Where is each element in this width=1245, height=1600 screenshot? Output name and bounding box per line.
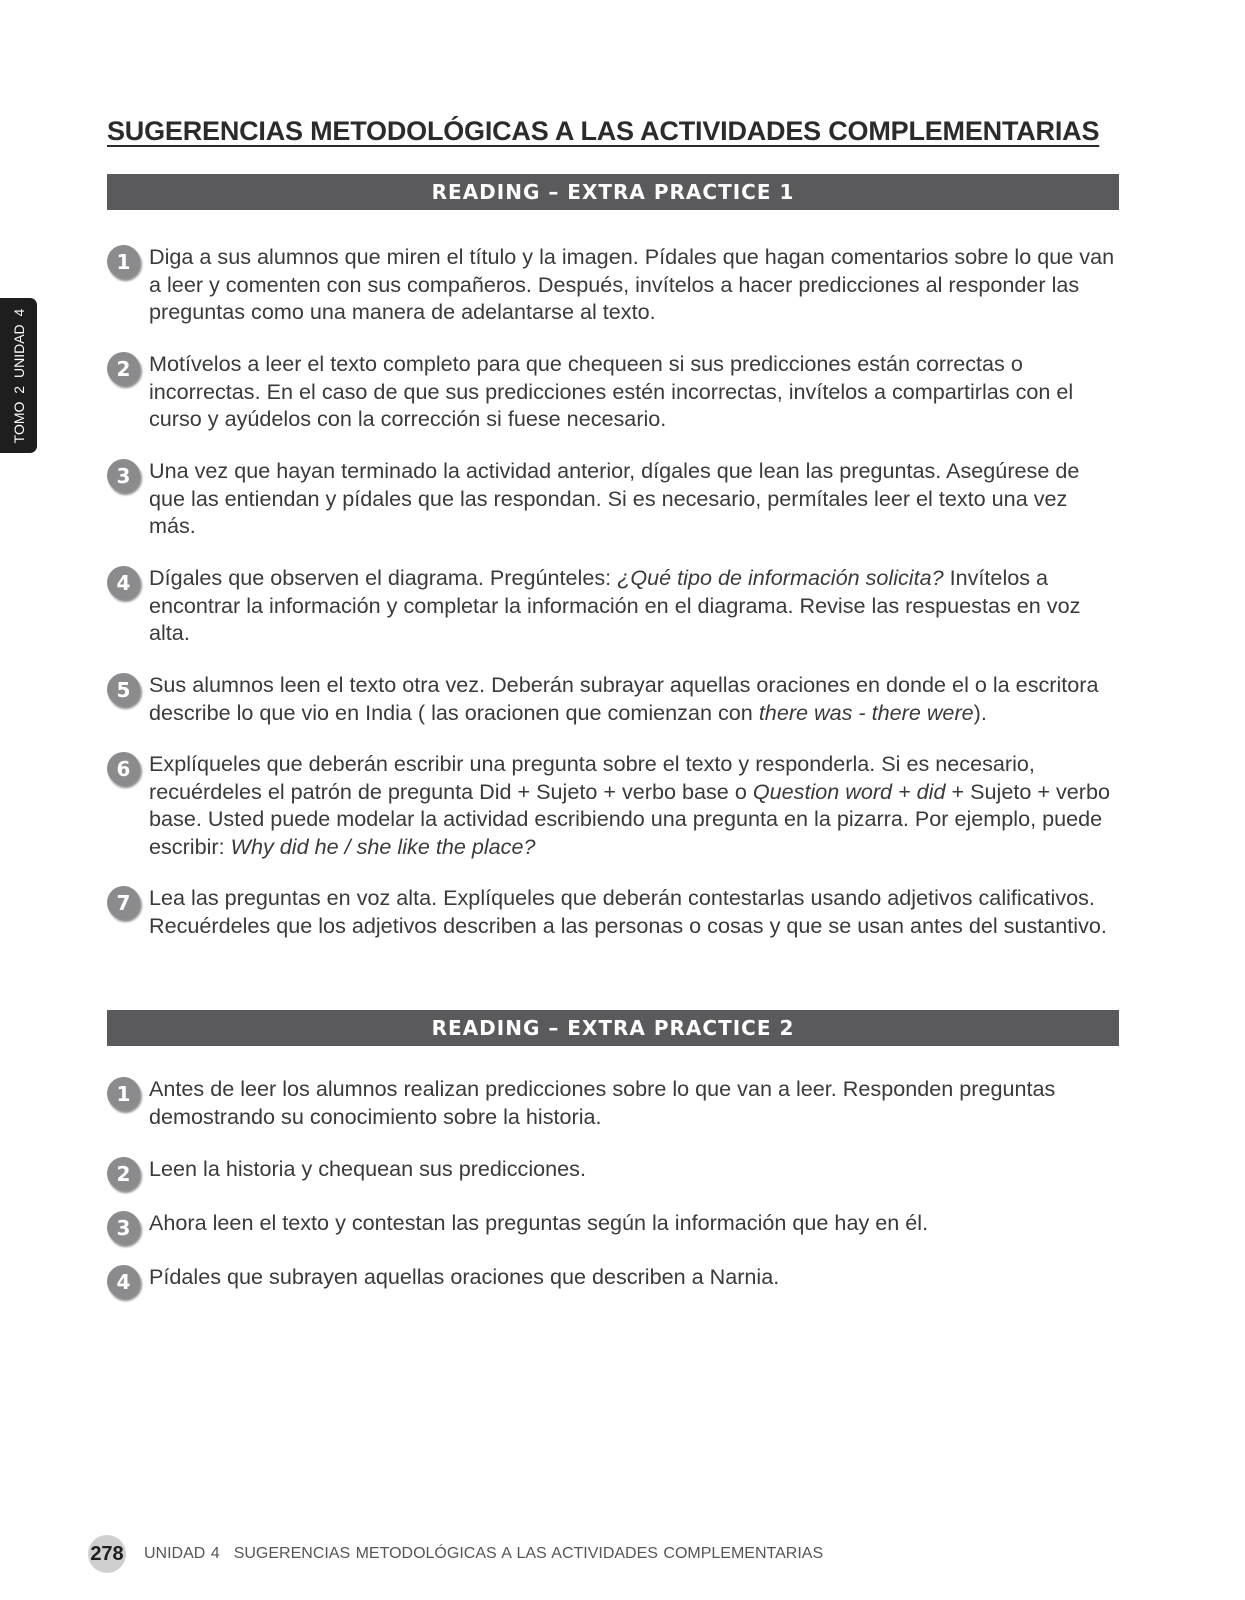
section-heading-1: READING – EXTRA PRACTICE 1 bbox=[107, 174, 1119, 210]
footer-unit: UNIDAD 4 bbox=[144, 1545, 220, 1562]
step-text: Una vez que hayan terminado la actividad anterior, dígales que lean las preguntas. Asegúrese de que las entiendan y pídales que las respondan. Si es necesario, permítales leer el texto una vez más. bbox=[149, 458, 1080, 538]
step-text: Antes de leer los alumnos realizan predicciones sobre lo que van a leer. Responden preguntas demostrando su conocimiento sobre la historia. bbox=[149, 1076, 1056, 1129]
page-number: 278 bbox=[88, 1535, 126, 1573]
step-text: Pídales que subrayen aquellas oraciones que describen a Narnia. bbox=[149, 1264, 780, 1289]
list-item bbox=[107, 671, 1119, 726]
step-number-badge: 2 bbox=[107, 352, 140, 385]
step-number-badge: 5 bbox=[107, 673, 140, 706]
footer-text bbox=[144, 1545, 823, 1563]
page-footer bbox=[88, 1535, 823, 1573]
step-text: Diga a sus alumnos que miren el título y la imagen. Pídales que hagan comentarios sobre lo que van a leer y comenten con sus compañeros. Después, invítelos a hacer predicciones al responder las preguntas como una manera de adelantarse al texto. bbox=[149, 244, 1115, 324]
list-item bbox=[107, 457, 1119, 540]
step-number-badge: 3 bbox=[107, 1211, 140, 1244]
step-text: Ahora leen el texto y contestan las preguntas según la información que hay en él. bbox=[149, 1210, 929, 1235]
step-text: Leen la historia y chequean sus predicciones. bbox=[149, 1156, 586, 1181]
list-item bbox=[107, 243, 1119, 326]
side-tab-label: TOMO 2 UNIDAD 4 bbox=[10, 308, 27, 443]
step-number-badge: 3 bbox=[107, 459, 140, 492]
step-number-badge: 1 bbox=[107, 1077, 140, 1110]
list-item bbox=[107, 1209, 1119, 1240]
list-item bbox=[107, 884, 1119, 939]
list-item bbox=[107, 1075, 1119, 1130]
step-text: Motívelos a leer el texto completo para que chequeen si sus predicciones están correctas o incorrectas. En el caso de que sus predicciones estén incorrectas, invítelos a compartirlas con el curso y ayúdelos con la corrección si fuese necesario. bbox=[149, 351, 1074, 431]
step-number-badge: 7 bbox=[107, 886, 140, 919]
page-title: SUGERENCIAS METODOLÓGICAS A LAS ACTIVIDADES COMPLEMENTARIAS bbox=[107, 116, 1100, 147]
step-text: Dígales que observen el diagrama. Pregúnteles: ¿Qué tipo de información solicita? Invítelos a encontrar la información y completar la información en el diagrama. Revise las respuestas en voz alta. bbox=[149, 565, 1081, 645]
list-item bbox=[107, 1155, 1119, 1186]
step-number-badge: 1 bbox=[107, 245, 140, 278]
step-number-badge: 4 bbox=[107, 1265, 140, 1298]
side-tab bbox=[0, 298, 37, 453]
step-number-badge: 4 bbox=[107, 566, 140, 599]
list-item bbox=[107, 750, 1119, 860]
section-heading-2: READING – EXTRA PRACTICE 2 bbox=[107, 1010, 1119, 1046]
list-item bbox=[107, 1263, 1119, 1294]
step-text: Lea las preguntas en voz alta. Explíqueles que deberán contestarlas usando adjetivos calificativos. Recuérdeles que los adjetivos describen a las personas o cosas y que se usan antes del sustantivo. bbox=[149, 885, 1107, 938]
step-number-badge: 6 bbox=[107, 752, 140, 785]
step-text: Sus alumnos leen el texto otra vez. Deberán subrayar aquellas oraciones en donde el o la escritora describe lo que vio en India ( las oracionen que comienzan con there was - there were). bbox=[149, 672, 1099, 725]
footer-title: SUGERENCIAS METODOLÓGICAS A LAS ACTIVIDADES COMPLEMENTARIAS bbox=[233, 1545, 824, 1562]
step-number-badge: 2 bbox=[107, 1157, 140, 1190]
list-item bbox=[107, 350, 1119, 433]
list-item bbox=[107, 564, 1119, 647]
step-text: Explíqueles que deberán escribir una pregunta sobre el texto y responderla. Si es necesario, recuérdeles el patrón de pregunta Did + Sujeto + verbo base o Question word + did + Sujeto + verbo base. Usted puede modelar la actividad escribiendo una pregunta en la pizarra. Por ejemplo, puede escribir: Why did he / she like the place? bbox=[149, 751, 1110, 859]
